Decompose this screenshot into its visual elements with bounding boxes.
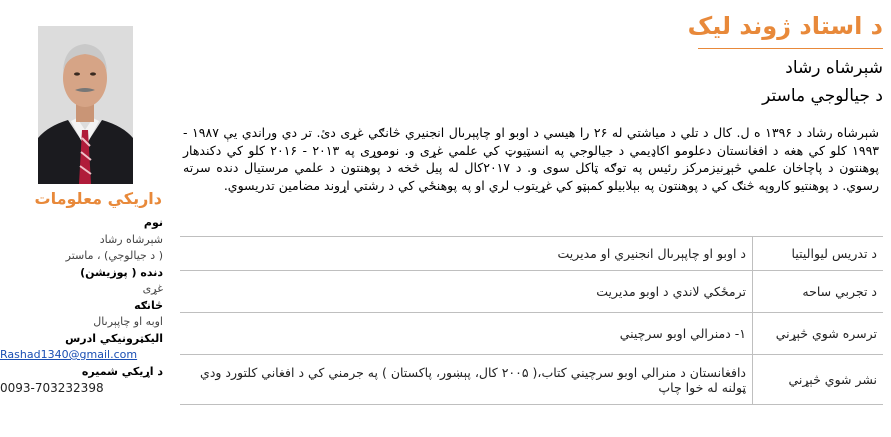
phone-label: د اړيکي شميره (81, 364, 163, 378)
department-value: اوبه او چاپېرىال (93, 315, 163, 328)
table-row (180, 313, 883, 355)
table-key: نشر شوي څېړني (753, 355, 884, 405)
email-link[interactable]: Rashad1340@gmail.com (0, 348, 138, 361)
sidebar (0, 0, 172, 437)
page-title: د استاد ژوند ليک (687, 12, 883, 40)
biography-text: شېرشاه رشاد د ۱۳۹۶ ه ل. کال د تلي د مياشتي له ۲۶ را هيسي د اوبو او چاپېرىال انجنيري څانګي غړی دئ. تر دي وراندي يې ۱۹۸۷ - ۱۹۹۳ کلو کي هغه د افغانستان دعلومو اکاډيمي د جيالوجي په انسټيوټ کي علمي غړی و. نوموړی په ۲۰۱۳ - ۲۰۱۶ کلو کي دکندهار پوهنتون د پاچاخان علمي څېړنيزمرکز رئيس په توګه ټاکل سوی و. د ۲۰۱۷کال له پيل څخه د پوهنتون د علمي مرستيال دنده سرته رسوي. د پوهنتيو کاروپه څنګ کي د پوهنتون په بېلابيلو کمېټو کي غړيتوب لري او په پوهنځي کي د رشتي اړوند مضامين تدريسوي. (183, 125, 879, 193)
portrait-photo (38, 26, 133, 184)
info-table (180, 236, 883, 405)
name-label: نوم (143, 216, 163, 229)
table-value: د اوبو او چاپېرىال انجنيري او مديريت (180, 237, 753, 271)
table-value: ترمځکي لاندي د اوبو مديريت (180, 271, 753, 313)
department-label: څانګه (134, 298, 163, 312)
teacher-name: شېرشاه رشاد (785, 58, 883, 78)
table-key: ترسره شوي څېړني (753, 313, 884, 355)
table-row (180, 355, 883, 405)
table-key: د تدريس ليواليتيا (753, 237, 884, 271)
position-label: دنده ( پوزيشن) (80, 265, 163, 279)
teacher-degree: د جيالوجي ماستر (762, 86, 883, 106)
title-divider (698, 48, 883, 49)
table-value: دافغانستان د منرالي اوبو سرچيني کتاب،( ۲۰۰۵ کال، پېښور، پاکستان ) په جرمني کي د افغاني کلتورد ودي ټولنه له خوا چاپ (180, 355, 753, 405)
main-content (180, 0, 883, 437)
phone-value: 0093-703232398 (0, 381, 104, 395)
table-key: د تجربي ساحه (753, 271, 884, 313)
table-row (180, 237, 883, 271)
contact-list (0, 215, 163, 397)
contact-info-title: داريکي معلومات (34, 189, 162, 208)
table-value: ۱- دمنرالي اوبو سرچيني (180, 313, 753, 355)
email-label: اليکټرونيکي ادرس (65, 331, 163, 345)
name-value: شېرشاه رشاد (99, 232, 163, 246)
degree-value: ( د جيالوجي) ، ماستر (65, 249, 163, 262)
position-value: غړی (142, 282, 163, 295)
table-row (180, 271, 883, 313)
